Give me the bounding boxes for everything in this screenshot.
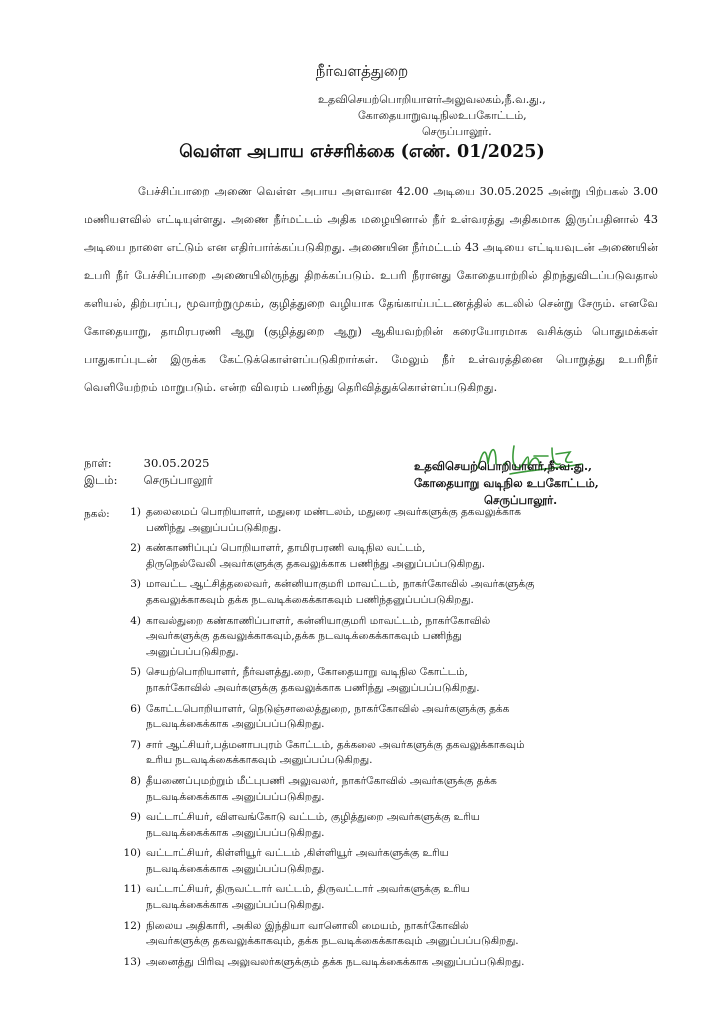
office-address <box>318 92 648 140</box>
copy-to-item-number: 3) <box>130 578 141 591</box>
copy-to-item-line: வட்டாட்சியர், கிள்ளியூர் வட்டம் ,கிள்ளியூர் அவர்களுக்கு உரிய <box>146 847 449 860</box>
copy-to-item-line: நடவடிக்கைக்காக அனுப்பப்படுகிறது. <box>146 862 325 875</box>
copy-to-item-text <box>146 810 657 841</box>
copy-to-item-text <box>146 955 657 971</box>
copy-to-item-number: 5) <box>130 666 141 679</box>
copy-to-item-number: 6) <box>130 702 141 715</box>
copy-to-item-line: காவல்துறை கண்காணிப்பாளர், கன்னியாகுமரி மாவட்டம், நாகர்கோவில் <box>146 614 491 627</box>
copy-to-item-text <box>146 738 657 769</box>
copy-to-item-line: தலைமைப் பொறியாளர், மதுரை மண்டலம், மதுரை அவர்களுக்கு தகவலுக்காக <box>146 506 522 518</box>
copy-to-item-line: அனுப்பப்படுகிறது. <box>146 645 239 658</box>
date-label: நாள்: <box>84 456 112 470</box>
copy-to-item-text <box>146 774 657 805</box>
copy-to-label: நகல்: <box>84 508 110 520</box>
copy-to-item-text <box>146 577 657 608</box>
signatory-place: செருப்பாலூர். <box>484 493 558 507</box>
copy-to-item <box>117 919 657 950</box>
copy-to-item-line: வட்டாட்சியர், திருவட்டார் வட்டம், திருவட்டார் அவர்களுக்கு உரிய <box>146 883 470 896</box>
office-line-2: கோதையாறுவடிநிலஉபகோட்டம், <box>358 109 527 122</box>
copy-to-item-text <box>146 919 657 950</box>
copy-to-item-number: 11) <box>123 883 141 896</box>
copy-to-item-number: 13) <box>123 955 141 968</box>
copy-to-item <box>117 541 657 572</box>
copy-to-item-line: அவர்களுக்கு தகவலுக்காகவும், தக்க நடவடிக்கைக்காகவும் அனுப்பப்படுகிறது. <box>146 935 519 948</box>
copy-to-item-line: சார் ஆட்சியர்,பத்மனாபபுரம் கோட்டம், தக்கலை அவர்களுக்கு தகவலுக்காகவும் <box>146 738 525 751</box>
copy-to-item-line: நடவடிக்கைக்காக அனுப்பப்படுகிறது. <box>146 899 325 912</box>
copy-to-item-line: கண்காணிப்புப் பொறியாளர், தாமிரபரணி வடிநில வட்டம், <box>146 542 426 555</box>
office-line-1: உதவிசெயற்பொறியாளர்அலுவலகம்,நீ.வ.து., <box>318 93 546 106</box>
copy-to-item <box>117 882 657 913</box>
copy-to-item-number: 2) <box>130 542 141 555</box>
place-value: செருப்பாலூர் <box>143 473 213 487</box>
copy-to-item <box>117 774 657 805</box>
copy-to-item-text <box>146 882 657 913</box>
copy-to-item-text <box>146 505 657 536</box>
copy-to-item <box>117 577 657 608</box>
copy-to-item <box>117 955 657 971</box>
copy-to-item-number: 4) <box>130 614 141 627</box>
copy-to-item-number: 7) <box>130 738 141 751</box>
copy-to-item <box>117 738 657 769</box>
copy-to-item-line: திருநெல்வேலி அவர்களுக்கு தகவலுக்காக பணிந்து அனுப்பப்படுகிறது. <box>146 557 485 570</box>
copy-to-item-line: தீயணைப்புமற்றும் மீட்புபணி அலுவலர், நாகர்கோவில் அவர்களுக்கு தக்க <box>146 774 497 787</box>
copy-to-item-number: 10) <box>123 847 141 860</box>
copy-to-item-line: பணிந்து அனுப்பப்படுகிறது. <box>146 521 282 534</box>
copy-to-item-number: 8) <box>130 774 141 787</box>
signatory-office: கோதையாறு வடிநில உபகோட்டம், <box>414 476 599 490</box>
copy-to-item-line: உரிய நடவடிக்கைக்காகவும் அனுப்பப்படுகிறது. <box>146 754 373 767</box>
date-place-block <box>84 455 213 489</box>
copy-to-item-line: கோட்டபொறியாளர், நெடுஞ்சாலைத்துறை, நாகர்கோவில் அவர்களுக்கு தக்க <box>146 702 510 715</box>
copy-to-item-text <box>146 665 657 696</box>
copy-to-item-text <box>146 541 657 572</box>
copy-to-item-line: நடவடிக்கைக்காக அனுப்பப்படுகிறது. <box>146 826 325 839</box>
date-value: 30.05.2025 <box>143 456 210 470</box>
copy-to-item <box>117 665 657 696</box>
copy-to-item-line: தகவலுக்காகவும் தக்க நடவடிக்கைக்காகவும் பணிந்தனுப்பப்படுகிறது. <box>146 593 474 606</box>
copy-to-item-line: மாவட்ட ஆட்சித்தலைவர், கன்னியாகுமரி மாவட்டம், நாகர்கோவில் அவர்களுக்கு <box>146 578 535 591</box>
copy-to-item-line: அவர்களுக்கு தகவலுக்காகவும்,தக்க நடவடிக்கைக்காகவும் பணிந்து <box>146 630 462 643</box>
copy-to-list <box>117 505 657 975</box>
copy-to-item-line: நிலைய அதிகாரி, அகில இந்தியா வானொலி மையம், நாகர்கோவில் <box>146 919 469 932</box>
date-row <box>84 455 213 472</box>
copy-to-item-number: 9) <box>130 811 141 824</box>
copy-to-item-number: 1) <box>130 506 141 518</box>
place-label: இடம்: <box>84 473 118 487</box>
copy-to-item-line: அனைத்து பிரிவு அலுவலர்களுக்கும் தக்க நடவடிக்கைக்காக அனுப்பப்படுகிறது. <box>146 955 525 968</box>
place-row <box>84 472 213 489</box>
copy-to-item-line: நடவடிக்கைக்காக அனுப்பப்படுகிறது. <box>146 790 325 803</box>
copy-to-item-text <box>146 846 657 877</box>
copy-to-item <box>117 810 657 841</box>
copy-to-item-line: நாகர்கோவில் அவர்களுக்கு தகவலுக்காக பணிந்து அனுப்பப்படுகிறது. <box>146 681 480 694</box>
copy-to-item <box>117 614 657 661</box>
warning-body-text: பேச்சிப்பாறை அணை வெள்ள அபாய அளவான 42.00 அடியை 30.05.2025 அன்று பிற்பகல் 3.00 மணியளவில் எட்டியுள்ளது. அணை நீர்மட்டம் அதிக மழையினால் நீர் உள்வரத்து அதிகமாக இருப்பதினால் 43 அடியை நாளை எட்டும் என எதிர்பார்க்கப்படுகிறது. அணையின நீர்மட்டம் 43 அடியை எட்டியவுடன் அணையின் உபரி நீர் பேச்சிப்பாறை அணையிலிருந்து திறக்கப்படும். உபரி நீரானது கோதையாற்றில் திறந்துவிடப்படுவதால் களியல், திற்பரப்பு, மூவாற்றுமுகம், குழித்துறை வழியாக தேங்காய்பட்டணத்தில் கடலில் சென்று சேரும். எனவே கோதையாறு, தாமிரபரணி ஆறு (குழித்துறை ஆறு) ஆகியவற்றின் கரையோரமாக வசிக்கும் பொதுமக்கள் பாதுகாப்புடன் இருக்க கேட்டுக்கொள்ளப்படுகிறார்கள். மேலும் நீர் உள்வரத்தினை பொறுத்து உபரிநீர் வெளியேற்றம் மாறுபடும். என்ற விவரம் பணிந்து தெரிவித்துக்கொள்ளப்படுகிறது. <box>84 185 658 394</box>
office-line-3: செருப்பாலூர். <box>422 125 492 138</box>
copy-to-item-line: செயற்பொறியாளர், நீர்வளத்து.றை, கோதையாறு வடிநில கோட்டம், <box>146 666 468 679</box>
document-title: வெள்ள அபாய எச்சரிக்கை (எண். 01/2025) <box>179 142 545 162</box>
department-name: நீர்வளத்துறை <box>315 62 409 80</box>
copy-to-item-line: வட்டாட்சியர், விளவங்கோடு வட்டம், குழித்துறை அவர்களுக்கு உரிய <box>146 811 480 824</box>
copy-to-item <box>117 505 657 536</box>
copy-to-item-text <box>146 702 657 733</box>
signature-block <box>414 458 664 509</box>
copy-to-item <box>117 702 657 733</box>
copy-to-item-line: நடவடிக்கைக்காக அனுப்பப்படுகிறது. <box>146 718 325 731</box>
copy-to-item-number: 12) <box>123 919 141 932</box>
copy-to-item <box>117 846 657 877</box>
signatory-title: உதவிசெயற்பொறியாளர்,நீ.வ.து., <box>414 459 593 473</box>
copy-to-item-text <box>146 614 657 661</box>
